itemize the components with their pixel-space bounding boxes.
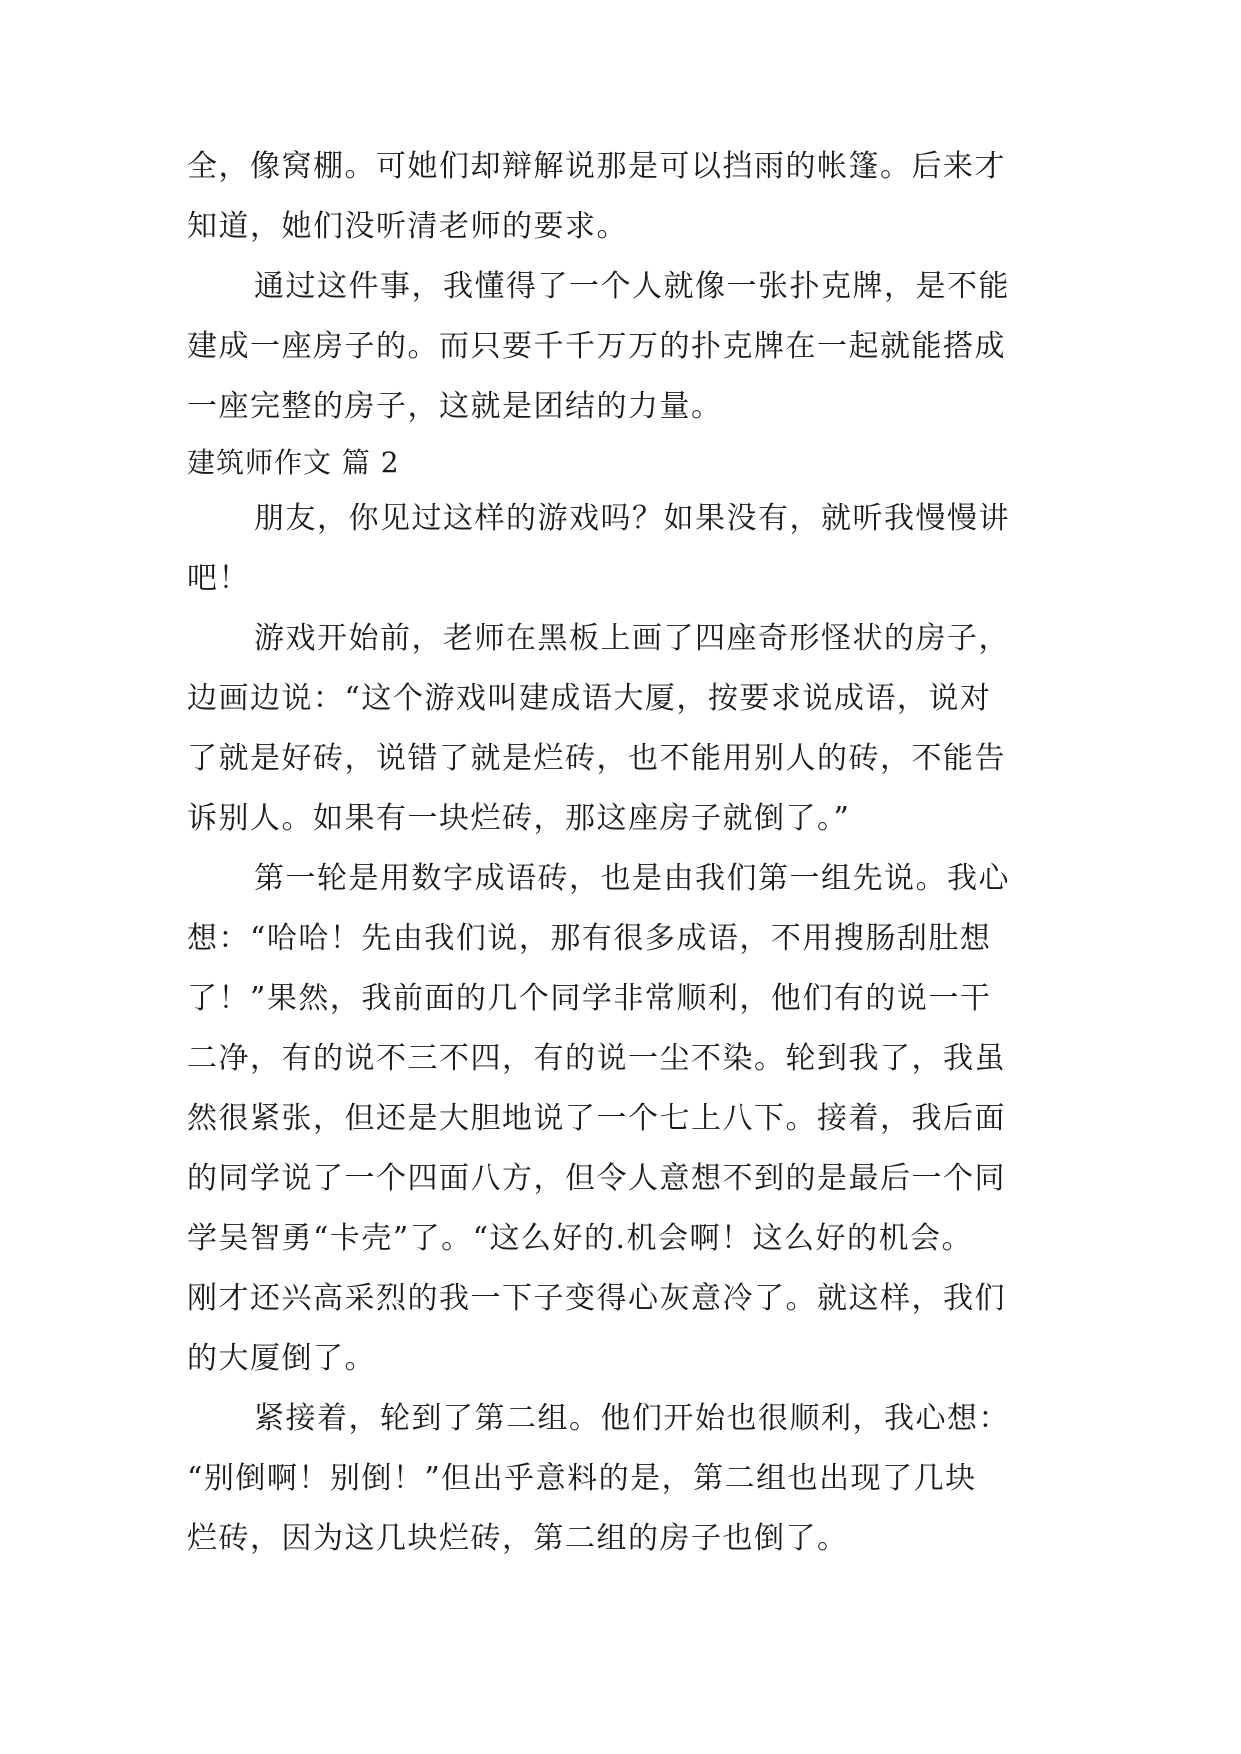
text-line-20: 刚才还兴高采烈的我一下子变得心灰意冷了。就这样，我们 xyxy=(187,1281,1006,1316)
text-line-18: 的同学说了一个四面八方，但令人意想不到的是最后一个同 xyxy=(187,1161,1006,1196)
text-line-3: 通过这件事，我懂得了一个人就像一张扑克牌，是不能 xyxy=(254,269,1010,304)
text-line-9: 游戏开始前，老师在黑板上画了四座奇形怪状的房子， xyxy=(254,621,1010,656)
text-line-11: 了就是好砖，说错了就是烂砖，也不能用别人的砖，不能告 xyxy=(187,741,1006,776)
text-line-19: 学吴智勇“卡壳”了。“这么好的.机会啊！这么好的机会。 xyxy=(187,1221,974,1256)
text-line-12: 诉别人。如果有一块烂砖，那这座房子就倒了。” xyxy=(187,801,851,836)
text-line-1: 全，像窝棚。可她们却辩解说那是可以挡雨的帐篷。后来才 xyxy=(187,149,1006,184)
section-heading: 建筑师作文 篇 2 xyxy=(187,446,400,479)
text-line-15: 了！”果然，我前面的几个同学非常顺利，他们有的说一干 xyxy=(187,981,992,1016)
text-line-4: 建成一座房子的。而只要千千万万的扑克牌在一起就能搭成 xyxy=(187,329,1006,364)
text-line-10: 边画边说：“这个游戏叫建成语大厦，按要求说成语，说对 xyxy=(187,681,992,716)
text-line-21: 的大厦倒了。 xyxy=(187,1341,376,1376)
text-line-14: 想：“哈哈！先由我们说，那有很多成语，不用搜肠刮肚想 xyxy=(187,921,992,956)
text-line-2: 知道，她们没听清老师的要求。 xyxy=(187,209,628,244)
text-line-23: “别倒啊！别倒！”但出乎意料的是，第二组也出现了几块 xyxy=(187,1461,977,1496)
text-line-24: 烂砖，因为这几块烂砖，第二组的房子也倒了。 xyxy=(187,1521,849,1556)
text-line-7: 朋友，你见过这样的游戏吗？如果没有，就听我慢慢讲 xyxy=(254,501,1010,536)
text-line-8: 吧！ xyxy=(187,561,250,596)
text-line-5: 一座完整的房子，这就是团结的力量。 xyxy=(187,389,723,424)
text-line-22: 紧接着，轮到了第二组。他们开始也很顺利，我心想： xyxy=(254,1401,1010,1436)
text-line-16: 二净，有的说不三不四，有的说一尘不染。轮到我了，我虽 xyxy=(187,1041,1006,1076)
text-line-13: 第一轮是用数字成语砖，也是由我们第一组先说。我心 xyxy=(254,861,1010,896)
text-line-17: 然很紧张，但还是大胆地说了一个七上八下。接着，我后面 xyxy=(187,1101,1006,1136)
